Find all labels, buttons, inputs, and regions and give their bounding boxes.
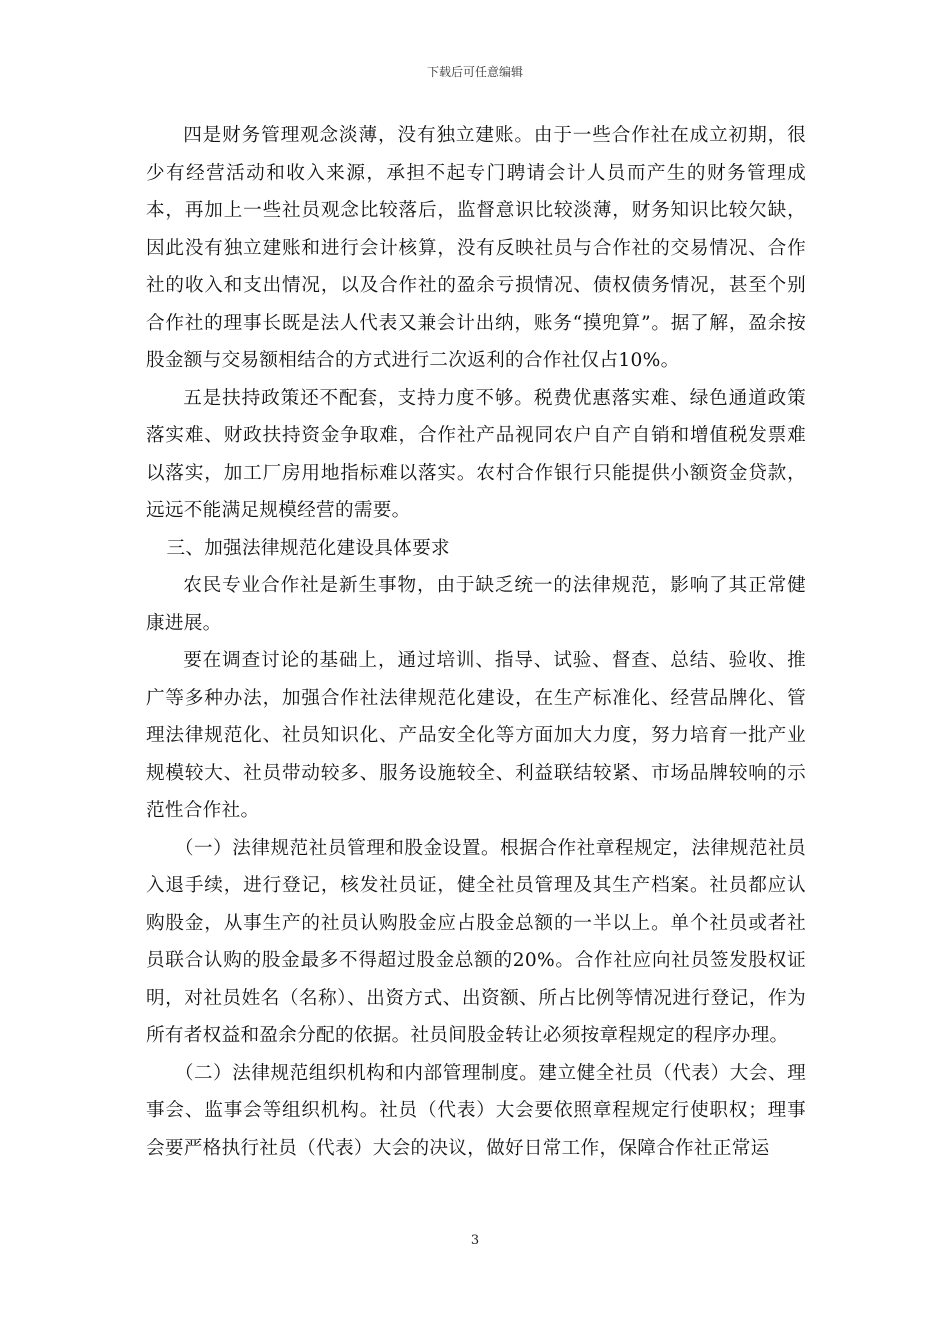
section-heading-3: 三、加强法律规范化建设具体要求 bbox=[166, 537, 450, 559]
paragraph-member-management: （一）法律规范社员管理和股金设置。根据合作社章程规定，法律规范社员入退手续，进行登记，核发社员证，健全社员管理及其生产档案。社员都应认购股金，从事生产的社员认购股金应占股金总额的一半以上。单个社员或者社员联合认购的股金最多不得超过股金总额的20%。合作社应向社员签发股权证明，对社员姓名（名称）、出资方式、出资额、所占比例等情况进行登记，作为所有者权益和盈余分配的依据。社员间股金转让必须按章程规定的程序办理。 bbox=[146, 837, 806, 1046]
paragraph-finance-management: 四是财务管理观念淡薄，没有独立建账。由于一些合作社在成立初期，很少有经营活动和收入来源，承担不起专门聘请会计人员而产生的财务管理成本，再加上一些社员观念比较落后，监督意识比较淡薄，财务知识比较欠缺，因此没有独立建账和进行会计核算，没有反映社员与合作社的交易情况、合作社的收入和支出情况，以及合作社的盈余亏损情况、债权债务情况，甚至个别合作社的理事长既是法人代表又兼会计出纳，账务“摸兜算”。据了解，盈余按股金额与交易额相结合的方式进行二次返利的合作社仅占10%。 bbox=[146, 125, 806, 371]
page-number: 3 bbox=[470, 1233, 480, 1248]
page-header: 下载后可任意编辑 bbox=[426, 65, 523, 79]
paragraph-support-policy: 五是扶持政策还不配套，支持力度不够。税费优惠落实难、绿色通道政策落实难、财政扶持资金争取难，合作社产品视同农户自产自销和增值税发票难以落实，加工厂房用地指标难以落实。农村合作银行只能提供小额资金贷款，远远不能满足规模经营的需要。 bbox=[146, 387, 806, 521]
paragraph-organization: （二）法律规范组织机构和内部管理制度。建立健全社员（代表）大会、理事会、监事会等组织机构。社员（代表）大会要依照章程规定行使职权；理事会要严格执行社员（代表）大会的决议，做好日常工作，保障合作社正常运 bbox=[146, 1062, 806, 1159]
paragraph-intro: 农民专业合作社是新生事物，由于缺乏统一的法律规范，影响了其正常健康进展。 bbox=[146, 575, 806, 634]
paragraph-measures: 要在调查讨论的基础上，通过培训、指导、试验、督查、总结、验收、推广等多种办法，加强合作社法律规范化建设，在生产标准化、经营品牌化、管理法律规范化、社员知识化、产品安全化等方面加大力度，努力培育一批产业规模较大、社员带动较多、服务设施较全、利益联结较紧、市场品牌较响的示范性合作社。 bbox=[146, 650, 806, 821]
document-body bbox=[146, 117, 806, 1167]
